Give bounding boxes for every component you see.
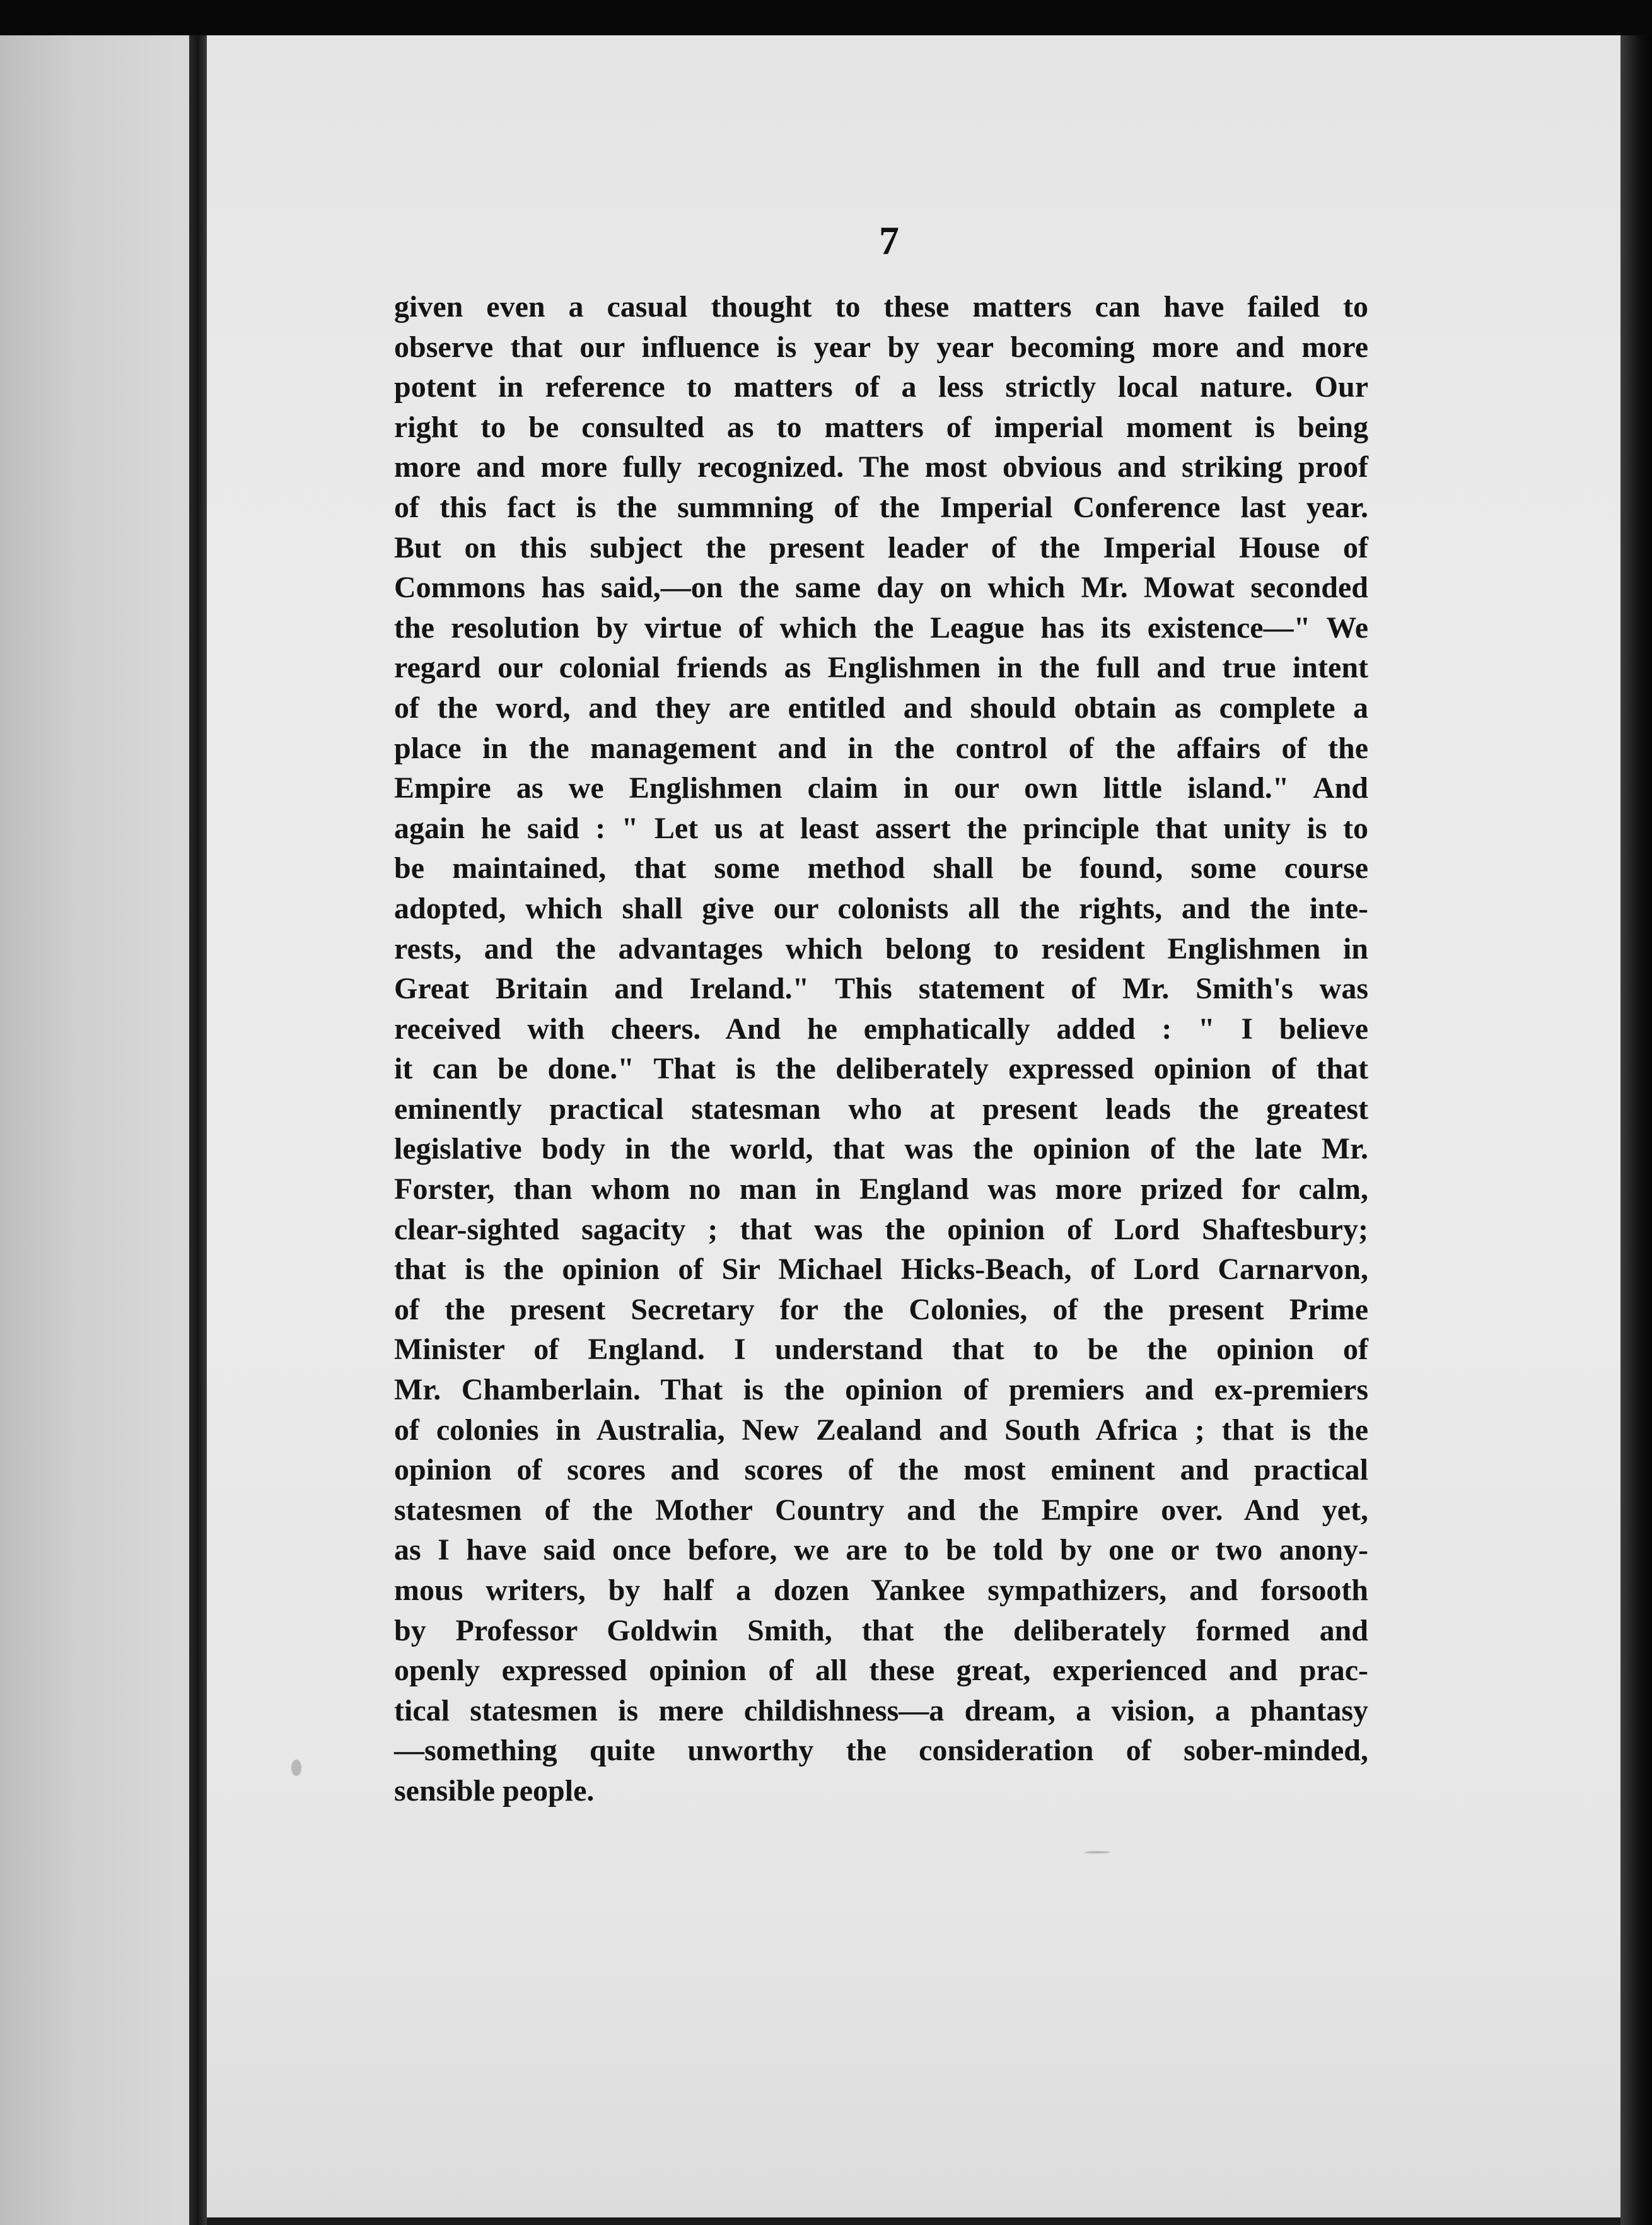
- text-line: legislative body in the world, that was the opinion of the late Mr.: [394, 1132, 1368, 1166]
- text-line: be maintained, that some method shall be found, some course: [394, 851, 1368, 885]
- text-line: of the present Secretary for the Colonies, of the present Prime: [394, 1292, 1368, 1326]
- text-line: adopted, which shall give our colonists all the rights, and the inte-: [394, 891, 1368, 925]
- text-line: more and more fully recognized. The most obvious and striking proof: [394, 450, 1368, 484]
- binding-shadow: [189, 35, 207, 2225]
- page-number: 7: [879, 218, 899, 263]
- previous-page-edge: [0, 35, 189, 2225]
- text-line: by Professor Goldwin Smith, that the deliberately formed and: [394, 1613, 1368, 1647]
- body-text: [394, 287, 1368, 1811]
- text-line: mous writers, by half a dozen Yankee sympathizers, and forsooth: [394, 1574, 1368, 1607]
- text-line: rests, and the advantages which belong to resident Englishmen in: [394, 931, 1368, 966]
- text-line: the resolution by virtue of which the League has its existence—" We: [394, 610, 1368, 645]
- scan-speck: [291, 1760, 301, 1776]
- text-line: But on this subject the present leader of the Imperial House of: [394, 530, 1368, 564]
- text-line: Commons has said,—on the same day on which Mr. Mowat seconded: [394, 571, 1368, 605]
- text-line: Minister of England. I understand that to be the opinion of: [394, 1333, 1368, 1367]
- text-line: statesmen of the Mother Country and the Empire over. And yet,: [394, 1493, 1368, 1527]
- page-bottom-shadow: [207, 2217, 1620, 2225]
- text-line: sensible people.: [394, 1773, 595, 1807]
- text-line: it can be done." That is the deliberately expressed opinion of that: [394, 1052, 1368, 1086]
- text-line: given even a casual thought to these matters can have failed to: [394, 290, 1368, 324]
- text-line: —something quite unworthy the consideration of sober-minded,: [394, 1734, 1368, 1768]
- text-line: of the word, and they are entitled and should obtain as complete a: [394, 691, 1368, 725]
- text-line: observe that our influence is year by year becoming more and more: [394, 330, 1368, 364]
- text-line: again he said : " Let us at least assert the principle that unity is to: [394, 811, 1368, 845]
- text-line: place in the management and in the control of the affairs of the: [394, 731, 1368, 765]
- text-line: potent in reference to matters of a less strictly local nature. Our: [394, 370, 1368, 404]
- text-line: Forster, than whom no man in England was more prized for calm,: [394, 1172, 1368, 1206]
- scan-speck: [1085, 1851, 1110, 1854]
- text-line: clear-sighted sagacity ; that was the opinion of Lord Shaftesbury;: [394, 1212, 1368, 1246]
- text-line: that is the opinion of Sir Michael Hicks-Beach, of Lord Carnarvon,: [394, 1253, 1368, 1287]
- text-line: received with cheers. And he emphatically added : " I believe: [394, 1012, 1368, 1046]
- text-line: tical statesmen is mere childishness—a dream, a vision, a phantasy: [394, 1693, 1368, 1727]
- text-line: Empire as we Englishmen claim in our own little island." And: [394, 771, 1368, 805]
- text-line: as I have said once before, we are to be told by one or two anony-: [394, 1533, 1368, 1567]
- text-line: of colonies in Australia, New Zealand and South Africa ; that is the: [394, 1413, 1368, 1447]
- text-line: of this fact is the summning of the Imperial Conference last year.: [394, 490, 1368, 524]
- page-right-shadow: [1620, 35, 1652, 2225]
- text-line: opinion of scores and scores of the most eminent and practical: [394, 1453, 1368, 1487]
- text-line: openly expressed opinion of all these great, experienced and prac-: [394, 1654, 1368, 1688]
- scan-top-border: [0, 0, 1652, 35]
- text-line: regard our colonial friends as Englishmen in the full and true intent: [394, 651, 1368, 685]
- text-line: right to be consulted as to matters of imperial moment is being: [394, 410, 1368, 444]
- text-line: Mr. Chamberlain. That is the opinion of premiers and ex-premiers: [394, 1373, 1368, 1407]
- text-line: Great Britain and Ireland." This statement of Mr. Smith's was: [394, 972, 1368, 1006]
- text-line: eminently practical statesman who at present leads the greatest: [394, 1092, 1368, 1126]
